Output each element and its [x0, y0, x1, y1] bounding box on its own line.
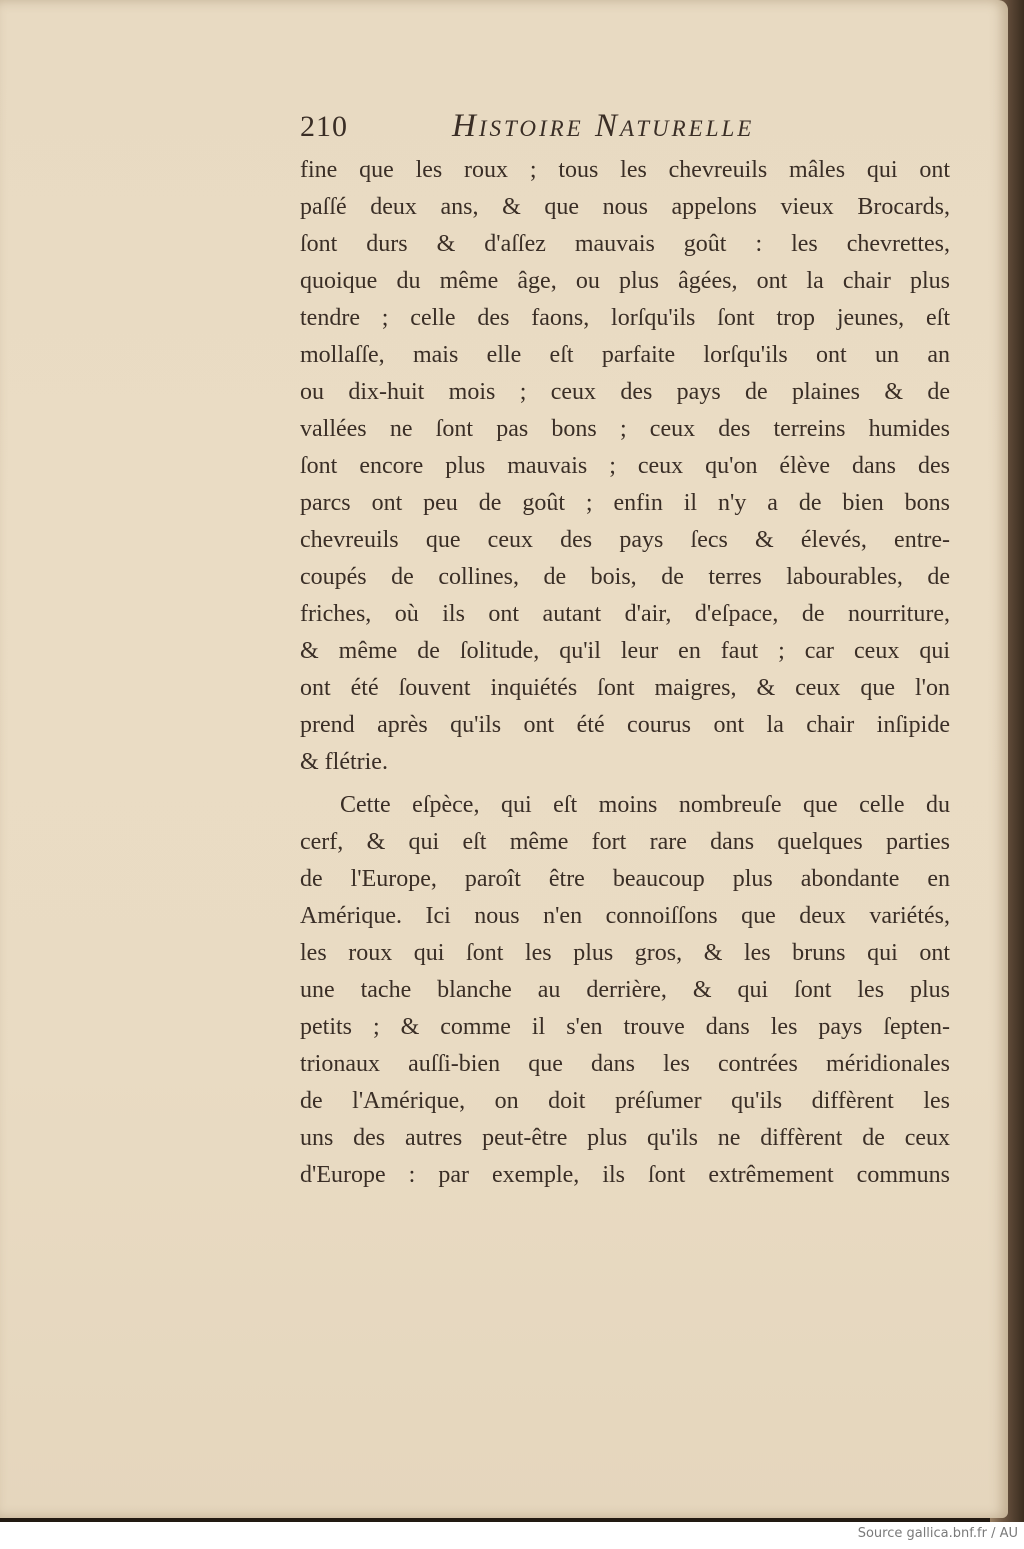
text-line: petits ; & comme il s'en trouve dans les pays ſepten-	[300, 1014, 950, 1040]
paragraph-1	[300, 152, 962, 781]
text-line: coupés de collines, de bois, de terres labourables, de	[300, 564, 950, 590]
text-line: ſont durs & d'aſſez mauvais goût : les chevrettes,	[300, 231, 950, 257]
text-line: d'Europe : par exemple, ils ſont extrêmement communs	[300, 1162, 950, 1188]
text-line: ont été ſouvent inquiétés ſont maigres, & ceux que l'on	[300, 675, 950, 701]
running-head	[300, 108, 962, 152]
footer-band	[0, 1522, 1024, 1549]
running-title: Histoire Naturelle	[452, 108, 755, 144]
text-line: cerf, & qui eſt même fort rare dans quelques parties	[300, 829, 950, 855]
text-line: une tache blanche au derrière, & qui ſont les plus	[300, 977, 950, 1003]
text-line: paſſé deux ans, & que nous appelons vieux Brocards,	[300, 194, 950, 220]
text-line: prend après qu'ils ont été courus ont la chair inſipide	[300, 712, 950, 738]
text-line: & flétrie.	[300, 749, 388, 775]
text-line: de l'Amérique, on doit préſumer qu'ils diffèrent les	[300, 1088, 950, 1114]
text-line: ou dix-huit mois ; ceux des pays de plaines & de	[300, 379, 950, 405]
text-line: Amérique. Ici nous n'en connoiſſons que deux variétés,	[300, 903, 950, 929]
text-line: & même de ſolitude, qu'il leur en faut ; car ceux qui	[300, 638, 950, 664]
text-block	[300, 108, 962, 1194]
source-credit: Source gallica.bnf.fr / AU	[857, 1526, 1018, 1541]
page-number: 210	[300, 110, 348, 143]
text-line: uns des autres peut-être plus qu'ils ne diffèrent de ceux	[300, 1125, 950, 1151]
text-line: chevreuils que ceux des pays ſecs & élevés, entre-	[300, 527, 950, 553]
paragraph-2	[300, 787, 962, 1194]
text-line: les roux qui ſont les plus gros, & les bruns qui ont	[300, 940, 950, 966]
text-line: parcs ont peu de goût ; enfin il n'y a de bien bons	[300, 490, 950, 516]
text-line: mollaſſe, mais elle eſt parfaite lorſqu'ils ont un an	[300, 342, 950, 368]
text-line: quoique du même âge, ou plus âgées, ont la chair plus	[300, 268, 950, 294]
text-line: friches, où ils ont autant d'air, d'eſpace, de nourriture,	[300, 601, 950, 627]
text-line: ſont encore plus mauvais ; ceux qu'on élève dans des	[300, 453, 950, 479]
text-line: vallées ne ſont pas bons ; ceux des terreins humides	[300, 416, 950, 442]
text-line: fine que les roux ; tous les chevreuils mâles qui ont	[300, 157, 950, 183]
text-line: tendre ; celle des faons, lorſqu'ils ſont trop jeunes, eſt	[300, 305, 950, 331]
text-line: trionaux auſſi-bien que dans les contrées méridionales	[300, 1051, 950, 1077]
text-line: de l'Europe, paroît être beaucoup plus abondante en	[300, 866, 950, 892]
text-line: Cette eſpèce, qui eſt moins nombreuſe que celle du	[340, 792, 950, 818]
